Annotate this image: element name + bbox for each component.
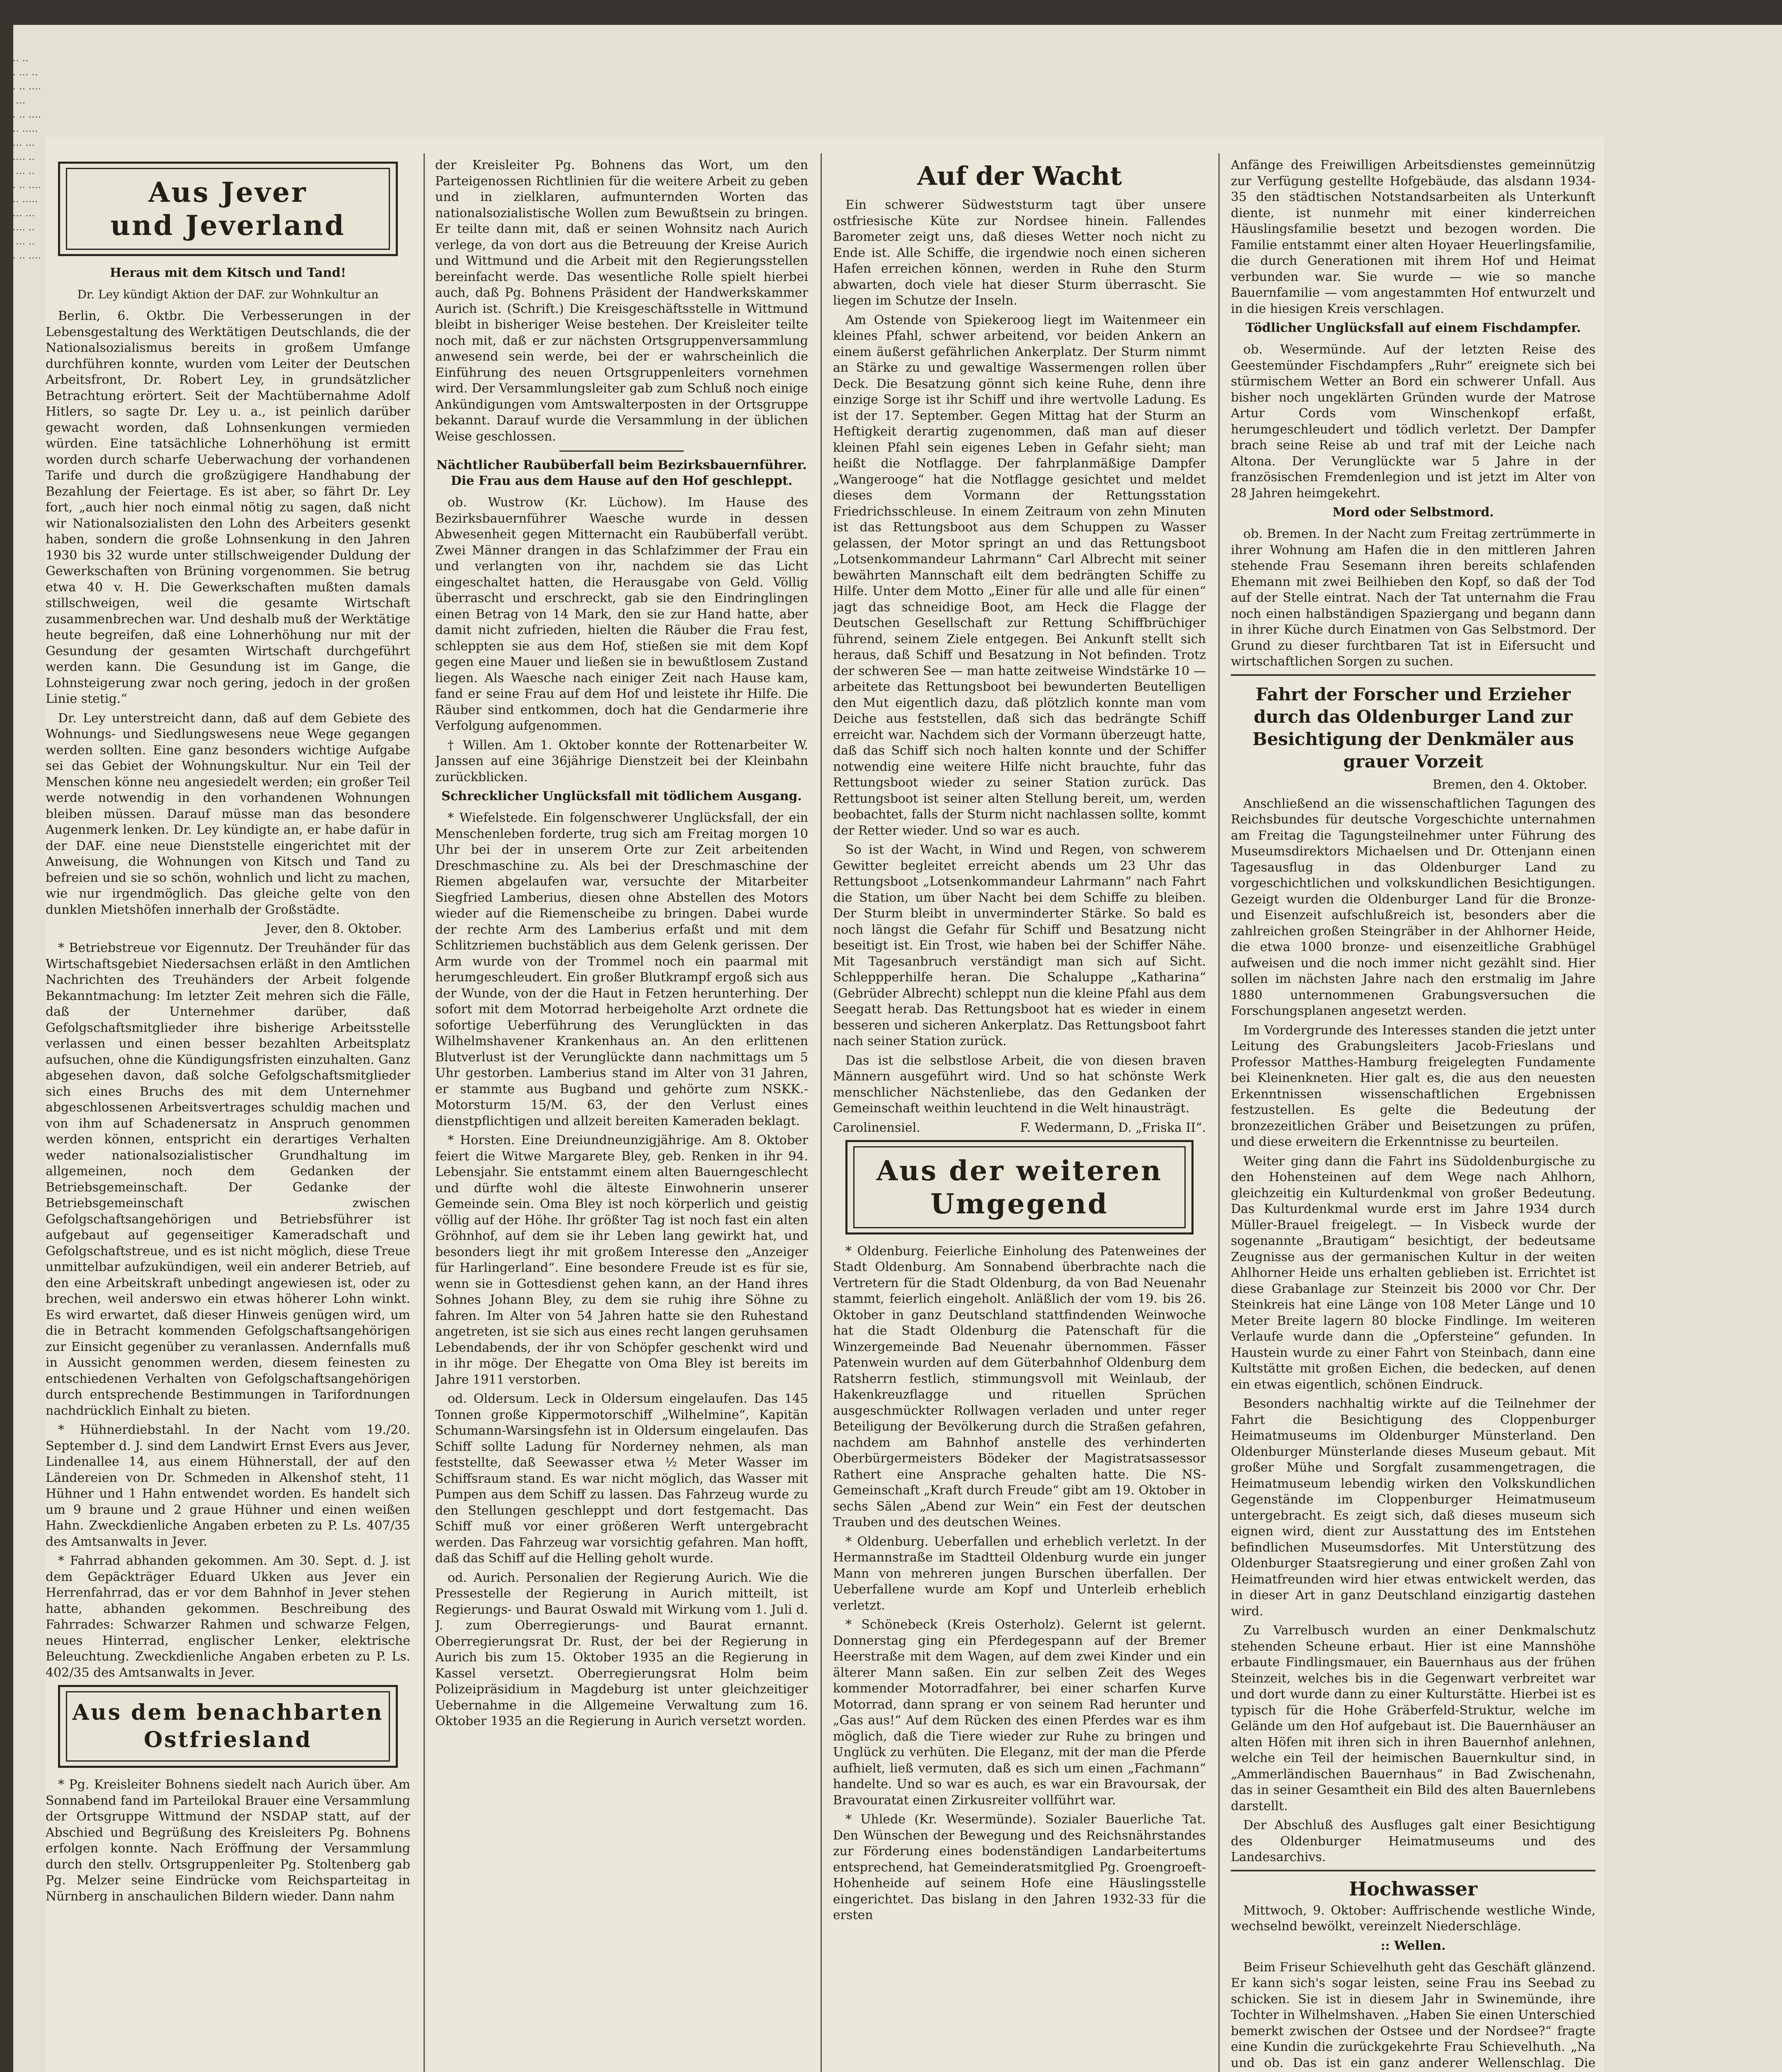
column-2 (435, 157, 808, 2072)
article-title: Mord oder Selbstmord. (1332, 505, 1494, 520)
article-body: * Schönebeck (Kreis Osterholz). Gelernt ist gelernt. Donnerstag ging ein Pferdegespann auf der Bremer Heerstraße mit dem Wagen, auf dem zwei Kinder und ein älterer Mann saßen. Ein zur selben Zeit des Weges kommender Motorradfahrer, bei einer scharfen Kurve Motorrad, dann sprang er von seinem Rad herunter und „Gas aus!“ Auf dem Rücken des einen Pferdes war es ihm möglich, daß die Tiere wieder zur Ruhe zu bringen und Unglück zu verhüten. Die Eleganz, mit der man die Pferde aufhielt, ließ vermuten, daß es sich um einen „Fachmann“ handelte. Und so war es auch, es war ein Bravoursak, der Bravouratat einen Zirkusreiter vollführt war. (833, 1617, 1206, 1808)
article-body: Weiter ging dann die Fahrt ins Südoldenburgische zu den Hohensteinen auf dem Wege nach Ahlhorn, gleichzeitig ein Kulturdenkmal von großer Bedeutung. Das Kulturdenkmal wurde erst im Jahre 1934 durch Müller-Brauel freigelegt. — In Visbeck wurde der sogenannte „Brautigam“ besichtigt, der bedeutsame Zeugnisse aus der germanischen Kultur in der weiten Ahlhorner Heide uns erhalten geblieben ist. Errichtet ist diese Grabanlage zur Steinzeit bis 2000 vor Chr. Der Steinkreis hat eine Länge von 108 Meter Länge und 10 Meter Breite lagern 80 blocke Findlinge. Im weiteren Verlaufe wurde dann die „Opfersteine“ gefunden. In Haustein wurde zu einer Fahrt von Steinbach, dann eine Kultstätte mit großen Eichen, die bedecken, auf denen ein etwas eigentlich, schönen Eindruck. (1231, 1154, 1596, 1392)
article-body: * Oldenburg. Feierliche Einholung des Patenweines der Stadt Oldenburg. Am Sonnabend überbrachte nach die Vertretern für die Stadt Oldenburg, da von Bad Neuenahr stammt, feierlich eingeholt. Anläßlich der vom 19. bis 26. Oktober in ganz Deutschland stattfindenden Weinwoche hat die Stadt Oldenburg die Patenschaft für die Winzergemeinde Bad Neuenahr übernommen. Fässer Patenwein wurden auf dem Güterbahnhof Oldenburg dem Ratsherrn festlich, stimmungsvoll mit Weinlaub, der Hakenkreuzflagge und rituellen Sprüchen ausgeschmückter Rollwagen verladen und unter reger Beteiligung der Bevölkerung durch die Straßen gefahren, nachdem am Bahnhof anstelle des verhinderten Oberbürgermeisters Bödeker der Magistratsassessor Rathert eine Ansprache gehalten hatte. Die NS-Gemeinschaft „Kraft durch Freude“ gibt am 19. Oktober in sechs Sälen „Abend zur Wein“ ein Fest der deutschen Trauben und des deutschen Weines. (833, 1244, 1206, 1530)
article-divider (1231, 1870, 1596, 1871)
article-body: Anschließend an die wissenschaftlichen Tagungen des Reichsbundes für deutsche Vorgeschichte unternahmen am Freitag die Tagungsteilnehmer unter Führung des Museumsdirektors Michaelsen und Dr. Ottenjann einen Tagesausflug in das Oldenburger Land zu vorgeschichtlichen und volkskundlichen Besichtigungen. Gezeigt wurden die Oldenburger Land für die Bronze- und Eisenzeit aufschlußreich ist, besonders aber die zahlreichen großen Steingräber in der Ahlhorner Heide, die etwa 1000 bronze- und eisenzeitliche Grabhügel aufweisen und die noch immer nicht gezählt sind. Hier sollen im nächsten Jahre nach den erstmalig im Jahre 1880 unternommenen Grabungsversuchen die Forschungsplanen angesetzt werden. (1231, 796, 1596, 1018)
article-divider (1231, 674, 1596, 676)
article-body: ob. Bremen. In der Nacht zum Freitag zertrümmerte in ihrer Wohnung am Hafen die in den mittleren Jahren stehende Frau Sesemann ihren bereits schlafenden Ehemann mit zwei Beilhieben den Kopf, so daß der Tod auf der Stelle eintrat. Nach der Tat unternahm die Frau noch einen halbständigen Spaziergang und begann dann in ihrer Küche durch Einatmen von Gas Selbstmord. Der Grund zu dieser furchtbaren Tat ist in Eifersucht und wirtschaftlichen Sorgen zu suchen. (1231, 527, 1596, 669)
scan-margin-top (0, 0, 1782, 25)
article-body: der Kreisleiter Pg. Bohnens das Wort, um den Parteigenossen Richtlinien für die weitere Arbeit zu geben und in zielklaren, aufmunternden Worten das nationalsozialistische Wollen zum Bewußtsein zu bringen. Er teilte dann mit, daß er seinen Wohnsitz nach Aurich verlege, da von dort aus die Betreuung der Kreise Aurich und Wittmund und die Arbeit mit den Regierungsstellen bereinfacht werde. Das wesentliche Rolle spielt hierbei auch, daß Pg. Bohnens Präsident der Handwerkskammer Aurich ist. (Schrift.) Die Kreisgeschäftsstelle in Wittmund bleibt in bisheriger Weise bestehen. Der Kreisleiter teilte noch mit, daß er zur nächsten Ortsgruppenversammlung anwesend sein werde, bei der er wahrscheinlich die Einführung des neuen Ortsgruppenleiters vornehmen wird. Der Versammlungsleiter gab zum Schluß noch einige Ankündigungen vom Amtswalterposten in der Ortsgruppe bekannt. Darauf wurde die Versammlung in der üblichen Weise geschlossen. (435, 158, 808, 444)
signature-place: Carolinensiel. (833, 1120, 920, 1135)
section-rubric-jever (58, 162, 398, 256)
article-title: Schrecklicher Unglücksfall mit tödlichem Ausgang. (441, 789, 802, 804)
article-body: ob. Wustrow (Kr. Lüchow). Im Hause des Bezirksbauernführer Waesche wurde in dessen Abwesenheit gegen Mitternacht ein Raubüberfall verübt. Zwei Männer drangen in das Schlafzimmer der Frau ein und verlangten von ihr, nachdem sie das Licht eingeschaltet hatten, die Herausgabe von Geld. Völlig überrascht und erschreckt, gab sie den Eindringlingen einen Betrag von 14 Mark, den sie zur Hand hatte, aber damit nicht zufrieden, hielten die Räuber die Frau fest, schleppten sie aus dem Hof, stießen sie mit dem Kopf gegen eine Mauer und ließen sie in bewußtlosem Zustand liegen. Als Waesche nach einiger Zeit nach Hause kam, fand er seine Frau auf dem Hof und leistete ihr Hilfe. Die Räuber sind entkommen, doch hat die Gendarmerie ihre Verfolgung aufgenommen. (435, 495, 808, 733)
article-divider (559, 450, 684, 452)
article-body: * Wiefelstede. Ein folgenschwerer Unglücksfall, der ein Menschenleben forderte, trug sich am Freitag morgen 10 Uhr bei der in unserem Orte zur Zeit arbeitenden Dreschmaschine zu. Als bei der Dreschmaschine der Riemen abgelaufen war, versuchte der Mitarbeiter Siegfried Lamberius, diesen ohne Abstellen des Motors wieder auf die Riemenscheibe zu bringen. Dabei wurde der rechte Arm des Lamberius erfaßt und mit dem Schlitzriemen buchstäblich aus dem Gelenk gerissen. Der Arm wurde von der Trommel noch ein paarmal mit herumgeschleudert. Ein großer Blutkrampf ergoß sich aus der Wunde, von der die Haut in Fetzen herunterhing. Der sofort mit dem Motorrad herbeigeholte Arzt ordnete die sofortige Ueberführung des Verunglückten in das Wilhelmshavener Krankenhaus an. An den erlittenen Blutverlust ist der Verunglückte dann nachmittags um 5 Uhr gestorben. Lamberius stand im Alter von 31 Jahren, er stammte aus Bugband und gehörte zum NSKK.-Motorsturm 15/M. 63, der den Verlust eines dienstpflichtigen und allzeit bereiten Kameraden beklagt. (435, 811, 808, 1128)
article-body: od. Oldersum. Leck in Oldersum eingelaufen. Das 145 Tonnen große Kippermotorschiff „Wilhelmine“, Kapitän Schumann-Warsingsfehn ist in Oldersum eingelaufen. Das Schiff sollte Ladung für Norderney nehmen, als man feststellte, daß Seewasser etwa ½ Meter Wasser im Schiffsraum stand. Es war nicht möglich, das Wasser mit Pumpen aus dem Schiff zu lassen. Das Fahrzeug wurde zu den Stellungen geschleppt und dort festgemacht. Das Schiff muß vor einer größeren Werft untergebracht werden. Das Fahrzeug war vorsichtig gefahren. Man hofft, daß das Schiff auf die Helling geholt wurde. (435, 1392, 808, 1566)
article-body: * Pg. Kreisleiter Bohnens siedelt nach Aurich über. Am Sonnabend fand im Parteilokal Brauer eine Versammlung der Ortsgruppe Wittmund der NSDAP statt, auf der Abschied und Begrüßung des Kreisleiters Pg. Bohnens erfolgen konnte. Nach Eröffnung der Versammlung durch den stellv. Ortsgruppenleiter Pg. Stoltenberg gab Pg. Melzer seine Eindrücke vom Reichsparteitag in Nürnberg in anschaulichen Bildern wieder. Dann nahm (46, 1777, 410, 1904)
article-body: * Fahrrad abhanden gekommen. Am 30. Sept. d. J. ist dem Gepäckträger Eduard Ukken aus Jever ein Herrenfahrrad, das er vor dem Bahnhof in Jever stehen hatte, abhanden gekommen. Beschreibung des Fahrrades: Schwarzer Rahmen und schwarze Felgen, neues Hinterrad, englischer Lenker, elektrische Beleuchtung. Zweckdienliche Angaben erbeten zu P. Ls. 402/35 des Amtsanwalts in Jever. (46, 1554, 410, 1680)
dateline: Bremen, den 4. Oktober. (1432, 777, 1587, 792)
weather-title: Hochwasser (1349, 1877, 1478, 1900)
article-body: Anfänge des Freiwilligen Arbeitsdienstes gemeinnützig zur Verfügung gestellte Hofgebäude, das alsdann 1934-35 den städtischen Notstandsarbeiten als Unterkunft diente, ist nunmehr mit einer kinderreichen Häuslingsfamilie besetzt und bezogen worden. Die Familie entstammt einer alten Hoyaer Heuerlingsfamilie, die durch Generationen mit ihrem Hof und Heimat verbunden war. Sie wurde — wie so manche Bauernfamilie — vom angestammten Hof entwurzelt und in die hiesigen Kreis verschlagen. (1231, 158, 1596, 316)
article-body: Der Abschluß des Ausfluges galt einer Besichtigung des Oldenburger Heimatmuseums und des Landesarchivs. (1231, 1818, 1596, 1864)
rubric-line: Aus der weiteren (876, 1154, 1163, 1187)
section-rubric-umgegend (845, 1140, 1194, 1234)
article-title: :: Wellen. (1380, 1938, 1446, 1953)
article-body: Ein schwerer Südweststurm tagt über unsere ostfriesische Küte zur Nordsee hinein. Fallendes Barometer zeigt uns, daß dieses Wetter noch nicht zu Ende ist. Alle Schiffe, die irgendwie noch einen sicheren Hafen erreichen können, werden in Ruhe den Sturm abwarten, doch viele hat dieser Sturm überrascht. Sie liegen im Schutze der Inseln. (833, 198, 1206, 308)
article-body: Berlin, 6. Oktbr. Die Verbesserungen in der Lebensgestaltung des Werktätigen Deutschlands, die der Nationalsozialismus bereits in großem Umfange durchführen konnte, wurden vom Leiter der Deutschen Arbeitsfront, Dr. Robert Ley, in grundsätzlicher Betrachtung erörtert. Seit der Machtübernahme Adolf Hitlers, so sagte Dr. Ley u. a., ist peinlich darüber gewacht worden, daß Lohnsenkungen vermieden würden. Eine tatsächliche Lohnerhöhung ist ermitt worden durch scharfe Ueberwachung der vorhandenen Tarife und durch die großzügigere Handhabung der Bezahlung der Feiertage. Es ist aber, so fährt Dr. Ley fort, „auch hier noch einmal nötig zu sagen, daß nicht wir Nationalsozialisten den Lohn des Arbeiters gesenkt haben, sondern die große Lohnsenkung in den Jahren 1930 bis 32 wurde unter stillschweigender Duldung der Gewerkschaften von Brüning vorgenommen. Sie betrug etwa 40 v. H. Die Gewerkschaften mußten damals stillschweigen, weil die gesamte Wirtschaft zusammenbrechen war. Und deshalb muß der Werktätige heute begreifen, daß eine Lohnerhöhung nur mit der Gesundung der gesamten Wirtschaft durchgeführt werden kann. Die Gesundung ist im Gange, die Lohnsteigerung zwar noch gering, jedoch in der großen Linie stetig.“ (46, 309, 410, 706)
column-4 (1231, 157, 1596, 2072)
rubric-line: Umgegend (930, 1187, 1109, 1220)
rubric-line: Aus Jever (148, 176, 307, 208)
article-subtitle: Dr. Ley kündigt Aktion der DAF. zur Wohnkultur an (77, 288, 379, 301)
article-body: * Hühnerdiebstahl. In der Nacht vom 19./20. September d. J. sind dem Landwirt Ernst Evers aus Jever, Lindenallee 14, aus einem Hühnerstall, der auf den Ländereien von Dr. Schmeden in Alkenshof steht, 11 Hühner und 1 Hahn entwendet worden. Es handelt sich um 9 braune und 2 graue Hühner und einen weißen Hahn. Zweckdienliche Angaben erbeten zu P. Ls. 407/35 des Amtsanwalts in Jever. (46, 1423, 410, 1549)
column-3 (833, 157, 1206, 2072)
article-body: Das ist die selbstlose Arbeit, die von diesen braven Männern ausgeführt wird. Und so hat schönste Werk menschlicher Nächstenliebe, das den Gedanken der Gemeinschaft weithin leuchtend in die Welt hinausträgt. (833, 1053, 1206, 1116)
article-body: Dr. Ley unterstreicht dann, daß auf dem Gebiete des Wohnungs- und Siedlungswesens neue Wege gegangen werden sollten. Eine ganz besonders wichtige Aufgabe sei das Gebiet der Wohnungskultur. Nur ein Teil der Menschen könne neu angesiedelt werden; ein großer Teil werde notwendig in den vorhandenen Wohnungen bleiben müssen. Darauf müsse man das besondere Augenmerk lenken. Dr. Ley kündigte an, er habe dafür in der DAF. eine neue Dienststelle eingerichtet mit der Anweisung, die Wohnungen von Kitsch und Tand zu befreien und sie so schön, wohnlich und licht zu machen, wie nur irgendmöglich. Das gleiche gelte von den dunklen Mietshöfen innerhalb der Großstädte. (46, 711, 410, 917)
article-title: Tödlicher Unglücksfall auf einem Fischdampfer. (1245, 321, 1581, 335)
article-body: * Betriebstreue vor Eigennutz. Der Treuhänder für das Wirtschaftsgebiet Niedersachsen erläßt in den Amtlichen Nachrichten des Treuhänders der Arbeit folgende Bekanntmachung: Im letzter Zeit mehren sich die Fälle, daß der Unternehmer darüber, daß Gefolgschaftsmitglieder ihre bisherige Arbeitsstelle verlassen und einen besser bezahlten Arbeitsplatz aufsuchen, ohne die Kündigungsfristen einzuhalten. Ganz abgesehen davon, daß solche Gefolgschaftsmitglieder sich eines Bruchs des mit dem Unternehmer abgeschlossenen Arbeitsvertrages schuldig machen und von ihm auf Schadenersatz in Anspruch genommen werden können, entspricht ein derartiges Verhalten weder nationalsozialistischer Grundhaltung im allgemeinen, noch dem Gedanken der Betriebsgemeinschaft. Der Gedanke der Betriebsgemeinschaft zwischen Gefolgschaftsangehörigen und Betriebsführer ist aufgebaut auf gegenseitiger Kameradschaft und Gefolgschaftstreue, und es ist nicht möglich, diese Treue unmittelbar aufzukündigen, weil ein anderer Betrieb, auf den eine Arbeitskraft unbedingt angewiesen ist, oder zu brechen, weil anderswo ein etwas höherer Lohn winkt. Es wird erwartet, daß dieser Hinweis genügen wird, um die in Betracht kommenden Gefolgschaftsangehörigen zur Einsicht gegenüber zu veranlassen. Andernfalls muß in Aussicht genommen werden, diesem feinesten zu entschiedenen Verhalten von Gefolgschaftsangehörigen durch entsprechende Bestimmungen in Tarifordnungen nachdrücklich Einhalt zu bieten. (46, 941, 410, 1418)
article-body: Zu Varrelbusch wurden an einer Denkmalschutz stehenden Scheune erbaut. Hier ist eine Mannshöhe erbaute Findlingsmauer, ein Bauernhaus aus der frühen Steinzeit, welches bis in die Gegenwart verbreitet war und dort wurde dann zu einer Kulturstätte. Hierbei ist es typisch für die Hohe Gräberfeld-Struktur, welche im Gelände um den Hof aufgebaut ist. Die Bauernhäuser an alten Höfen mit ihren sich in ihren Bauernhof anlehnen, welche ein Teil der heimischen Bauernkultur sind, in „Ammerländischen Bauernhaus“ in Bad Zwischenahn, das in seiner Gesamtheit ein Bild des alten Bauernlebens darstellt. (1231, 1623, 1596, 1813)
article-title: Fahrt der Forscher und Erzieher durch das Oldenburger Land zur Besichtigung der Denkmäler aus grauer Vorzeit (1252, 684, 1574, 772)
article-body: * Horsten. Eine Dreiundneunzigjährige. Am 8. Oktober feiert die Witwe Margarete Bley, geb. Renken in ihr 94. Lebensjahr. Sie entstammt einem alten Bauerngeschlecht und dürfte wohl die älteste Einwohnerin unserer Gemeinde sein. Oma Bley ist noch körperlich und geistig völlig auf der Höhe. Ihr größter Tag ist noch fast ein alten Gröhnhof, auf dem sie ihr Leben lang gewirkt hat, und besonders liegt ihr mit großem Interesse den „Anzeiger für Harlingerland“. Eine besondere Freude ist es für sie, wenn sie in Gottesdienst gehen kann, an der Hand ihres Sohnes Johann Bley, zu dem sie ruhig ihre Söhne zu fahren. Im Alter von 54 Jahren hatte sie den Ruhestand angetreten, ist sie sich aus eines recht langen geruhsamen Lebendabends, der ihr von Schöpfer geschenkt wird und in ihr möge. Der Ehegatte von Oma Bley ist bereits im Jahre 1911 verstorben. (435, 1133, 808, 1387)
section-rubric-ostfriesland (58, 1685, 398, 1768)
article-signature (833, 1120, 1206, 1136)
article-body: ob. Wesermünde. Auf der letzten Reise des Geestemünder Fischdampfers „Ruhr“ ereignete sich bei stürmischem Wetter an Bord ein schwerer Unfall. Aus bisher noch ungeklärten Gründen wurde der Matrose Artur Cords vom Winschenkopf erfaßt, herumgeschleudert und tödlich verletzt. Der Dampfer brach seine Reise ab und traf mit der Leiche nach Altona. Der Verunglückte war 5 Jahre in der französischen Fremdenlegion und ist jetzt im Alter von 28 Jahren heimgekehrt. (1231, 342, 1596, 501)
column-rule-2 (821, 153, 822, 2072)
article-body: Am Ostende von Spiekeroog liegt im Waitenmeer ein kleines Pfahl, schwer arbeitend, vor beiden Ankern an einem äußerst gefährlichen Ankerplatz. Der Sturm nimmt an Stärke zu und gewaltige Wassermengen rollen über Deck. Die Besatzung gönnt sich keine Ruhe, denn ihre einzige Sorge ist ihr Schiff und ihre wertvolle Ladung. Es ist der 17. September. Gegen Mittag hat der Sturm an Heftigkeit derartig zugenommen, daß man auf dieser kleinen Pfahl sein eigenes Leben in Gefahr sieht; man heißt die Notflagge. Der fahrplanmäßige Dampfer „Wangerooge“ hat die Notflagge gesichtet und meldet dieses dem Vormann der Rettungsstation Friedrichsschleuse. In einem Zeitraum von zehn Minuten ist das Rettungsboot aus dem Schuppen zu Wasser gelassen, der Motor springt an und das Rettungsboot „Lotsenkommandeur Lahrmann“ Carl Albrecht mit seiner bewährten Mannschaft eilt dem bedrängten Schiffe zu Hilfe. Unter dem Motto „Einer für alle und alle für einen“ jagt das schneidige Boot, am Heck die Flagge der Deutschen Gesellschaft zur Rettung Schiffbrüchiger führend, seinem Ziele entgegen. Bei Ankunft stellt sich heraus, daß Schiff und Besatzung in Not befinden. Trotz der schweren See — man hatte zeitweise Windstärke 10 — arbeitete das Rettungsboot bei bewunderten Beutelligen den Mut eigentlich dazu, daß plötzlich konnte man vom Deiche aus feststellen, daß sich das bedrängte Schiff erreicht war. Nachdem sich der Vormann überzeugt hatte, daß das Schiff sich noch halten konnte und der Schiffer notwendig eine weitere Hilfe nicht brauchte, fuhr das Rettungsboot wieder zu seiner Station zurück. Das Rettungsboot ist seiner alten Stellung bereit, um, werden beobachtet, falls der Sturm nicht nachlassen sollte, kommt der Retter wieder. Und so war es auch. (833, 312, 1206, 838)
article-body: Besonders nachhaltig wirkte auf die Teilnehmer der Fahrt die Besichtigung des Cloppenburger Heimatmuseums im Oldenburger Münsterland. Den Oldenburger Münsterlande dieses Museum gebaut. Mit großer Mühe und Sorgfalt zusammengetragen, die Heimatmuseum lebendig wirken den Volkskundlichen Gegenstände im Cloppenburger Heimatmuseum untergebracht. Es zeigt sich, daß dieses museum sich eignen wird, dient zur Ausstattung des im Entstehen befindlichen Museumsdorfes. Mit Unterstützung des Oldenburger Staatsregierung und einer großen Zahl von Heimatfreunden wird hier etwas entwickelt werden, das in dieser Art in ganz Deutschland einzigartig dastehen wird. (1231, 1397, 1596, 1619)
article-body: * Uhlede (Kr. Wesermünde). Sozialer Bauerliche Tat. Den Wünschen der Bewegung und des Reichsnährstandes zur Förderung eines bodenständigen Landarbeitertums entsprechend, hat Gemeinderatsmitglied Pg. Groengroeft-Hohenheide auf seinem Hofe eine Häuslingsstelle eingerichtet. Das bislang in den Jahren 1932-33 für die ersten (833, 1812, 1206, 1922)
article-body: Im Vordergrunde des Interesses standen die jetzt unter Leitung des Grabungsleiters Jacob-Frieslans und Professor Matthes-Hamburg freigelegten Fundamente bei Kleinenkneten. Hier galt es, die aus den neuesten Erkenntnissen wissenschaftlichen Ergebnissen festzustellen. Es gelte die Bedeutung der bronzezeitlichen Gräber und Beisetzungen zu prüfen, und diese erweitern die Erkenntnisse zu beurteilen. (1231, 1023, 1596, 1149)
weather-body: Mittwoch, 9. Oktober: Auffrischende westliche Winde, wechselnd bewölkt, vereinzelt Niederschläge. (1231, 1903, 1596, 1934)
adjacent-page-edge: ······ ·· ····· ··· ·· ····· ·· ···· ···· ··· ····· ·· ···· ··· ·· ····· ·· ···· ··· ·· ····· ·· ···· ··· ·· ····· ·· ···· ··· ·· ····· ·· ···· ··· ·· ····· ·· ···· ··· ·· ····· ·· ···· ··· (0, 55, 41, 278)
article-title: Auf der Wacht (917, 161, 1122, 191)
dateline: Jever, den 8. Oktober. (265, 922, 402, 936)
column-rule-1 (424, 153, 425, 2072)
rubric-line: Aus dem benachbarten (72, 1700, 384, 1725)
signature-author: F. Wedermann, D. „Friska II“. (1020, 1120, 1206, 1135)
article-body: † Willen. Am 1. Oktober konnte der Rottenarbeiter W. Janssen auf eine 36jährige Dienstzeit bei der Kleinbahn zurückblicken. (435, 738, 808, 784)
article-title: Nächtlicher Raubüberfall beim Bezirksbauernführer. Die Frau aus dem Hause auf den Hof geschleppt. (436, 458, 807, 488)
newspaper-page (46, 137, 1604, 2072)
column-rule-3 (1218, 153, 1220, 2072)
article-body: od. Aurich. Personalien der Regierung Aurich. Wie die Pressestelle der Regierung in Aurich mitteilt, ist Regierungs- und Baurat Oswald mit Wirkung vom 1. Juli d. J. zum Oberregierungs- und Baurat ernannt. Oberregierungsrat Dr. Rust, der bei der Regierung in Aurich bis zum 15. Oktober 1935 an die Regierung in Kassel versetzt. Oberregierungsrat Holm beim Polizeipräsidium in Magdeburg ist unter gleichzeitiger Uebernahme in die Allgemeine Verwaltung zum 16. Oktober 1935 an die Regierung in Aurich versetzt worden. (435, 1570, 808, 1728)
column-1 (46, 157, 410, 2072)
rubric-line: und Jeverland (110, 209, 346, 242)
article-body: So ist der Wacht, in Wind und Regen, von schwerem Gewitter begleitet erreicht abends um 23 Uhr das Rettungsboot „Lotsenkommandeur Lahrmann“ nach Fahrt die Station, um über Nacht bei dem Schiffe zu bleiben. Der Sturm bleibt in unverminderter Stärke. So bald es noch längst die Gefahr für Schiff und Besatzung nicht beseitigt ist. Ein Trost, wie haben bei der Schiffer Nähe. Mit Tagesanbruch verständigt man sich auf Sicht. Schleppperhilfe heran. Die Schaluppe „Katharina“ (Gebrüder Albrecht) schleppt nun die kleine Pfahl aus dem Seegatt herab. Das Rettungsboot hat es wieder in einem besseren und sicheren Ankerplatz. Das Rettungsboot fahrt nach seiner Station zurück. (833, 842, 1206, 1048)
article-title: Heraus mit dem Kitsch und Tand! (109, 266, 346, 280)
rubric-line: Ostfriesland (143, 1727, 312, 1752)
article-body: * Oldenburg. Ueberfallen und erheblich verletzt. In der Hermannstraße im Stadtteil Oldenburg wurde ein junger Mann von mehreren jungen Burschen überfallen. Der Ueberfallene wurde am Kopf und Unterleib erheblich verletzt. (833, 1534, 1206, 1613)
article-body: Beim Friseur Schievelhuth geht das Geschäft glänzend. Er kann sich's sogar leisten, seine Frau ins Seebad zu schicken. Sie ist in diesem Jahr in Swinemünde, ihre Tochter in Wilhelmshaven. „Haben Sie einen Unterschied bemerkt zwischen der Ostsee und der Nordsee?“ fragte eine Kundin die zurückgekehrte Frau Schievelhuth. „Na und ob. Das ist ein ganz anderer Wellenschlag. Die (1231, 1960, 1596, 2070)
